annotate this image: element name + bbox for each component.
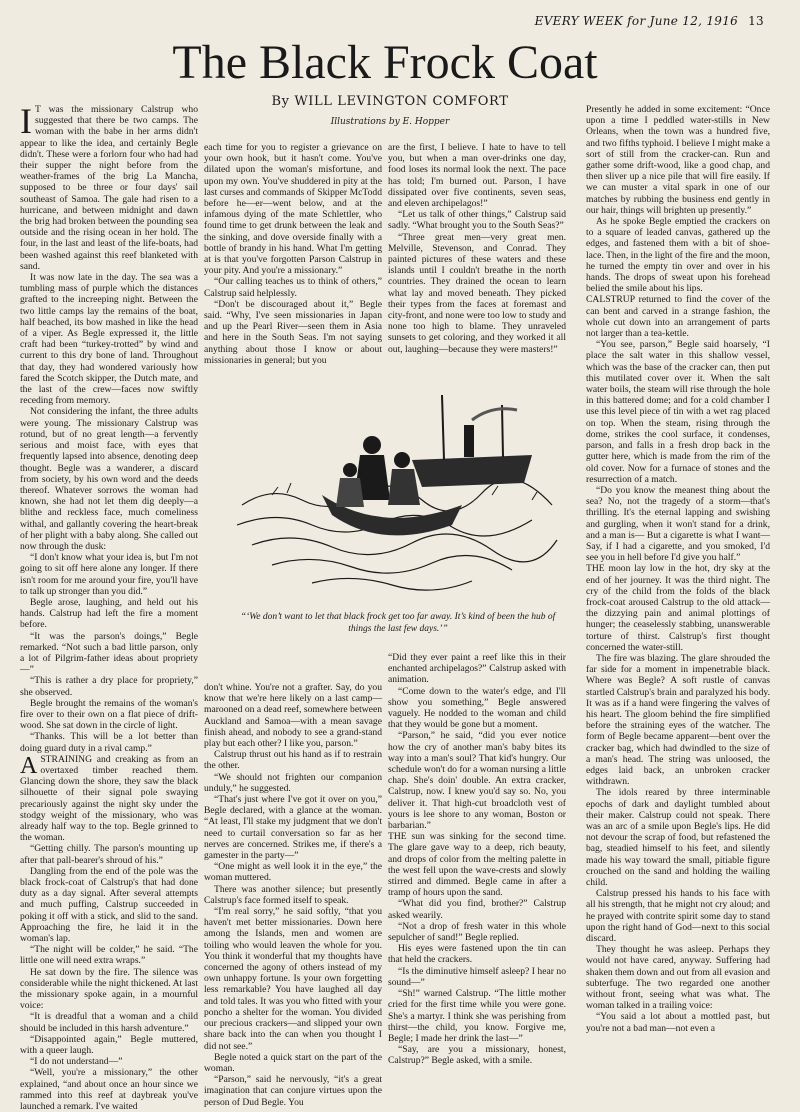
paragraph: The idols reared by three interminable epochs of dark and daylight tumbled about their maker. Calstrup could not speak. There was an arc of a smile upon Begle's lips. He did not devour the scrap of food, but refastened the bag, steadied himself to his feet, and silently made his way toward the small, pitiable figure crouched on the sand and holding the wailing child. — [586, 787, 770, 889]
paragraph: don't whine. You're not a grafter. Say, do you know that we're here likely on a last camp—marooned on a dead reef, somewhere between Auckland and Samoa—with a mean savage finish ahead, and nobody to see a grand-stand play but each other? I like you, parson.” — [204, 682, 382, 750]
paragraph: “I'm real sorry,” he said softly, “that you haven't met better missionaries. Down here among the Islands, men and women are toiling who would leaven the whole for you. You think it wonderful that my thoughts have concerned the agony of others instead of my own unhappy fortune. Is your own forgetting less remarkable? You have laughed all day and told tales. It was you who fitted with your poncho a shelter for the woman. You divided our precious crackers—and slipped your own share back into the can when you thought I did not see.” — [204, 906, 382, 1052]
paragraph: THE moon lay low in the hot, dry sky at the end of her journey. It was the third night. The cry of the child from the folds of the black frock-coat aroused Calstrup to the old attack—the dizzying pain and animal plottings of hunger; the ceaselessly stabbing, unanswerable torture of thirst. Calstrup's first thought concerned the water-still. — [586, 563, 770, 653]
paragraph: Not considering the infant, the three adults were young. The missionary Calstrup was rotund, but of no great length—a fervently serious and moist face, with eyes that frequently lapsed into absence, denoting deep thought. Begle was a wanderer, a discard from society, by his own word and the deeds thereof. Whatever sorrows the woman had known, she had not let them dig deeply—a blithe and reckless face, much comeliness withal, and gallantly covering the heart-break of her plight with a baby along. She called out now through the dusk: — [20, 406, 198, 552]
column-3-top — [388, 142, 566, 355]
paragraph: Begle arose, laughing, and held out his hands. Calstrup had left the fire a moment before. — [20, 596, 198, 631]
paragraph: “Not a drop of fresh water in this whole sepulcher of sand!” Begle replied. — [388, 920, 566, 944]
paragraph: “Is the diminutive himself asleep? I hear no sound—” — [388, 965, 566, 988]
paragraph: I T was the missionary Calstrup who suggested that there be two camps. The woman with the babe in her arms didn't appear to like the idea, and certainly Begle didn't. These were a forlorn four who had had their supper the night before from the weather-frames of the brig La Mancha, supposed to be three or four days' sail southeast of Samoa. The gale had risen to a hurricane, and between midnight and dawn the brig had broken between the pounding sea outside and the rising ocean in her hold. The four, in the last and least of the life-boats, had been washed against this reef blanketed with sand. — [20, 101, 198, 272]
paragraph: “Did they ever paint a reef like this in their enchanted archipelagos?” Calstrup asked with animation. — [388, 652, 566, 686]
paragraph: “Parson,” said he nervously, “it's a great imagination that can conjure virtues upon the person of Dud Begle. You — [204, 1074, 382, 1108]
paragraph: THE sun was sinking for the second time. The glare gave way to a deep, rich beauty, and drops of color from the melting palette in the west fell upon the wave-crests and slowly stirred and dimmed. Begle came in after a tramp of hours upon the sand. — [388, 831, 566, 899]
paragraph: His eyes were fastened upon the tin can that held the crackers. — [388, 943, 566, 966]
paragraph: “Parson,” he said, “did you ever notice how the cry of another man's baby bites its way into a man's soul? That kid's hungry. Our schedule won't do for a woman nursing a little chap. She's doin' double. An extra cracker, Calstrup, now. I knew you'd say so. No, you deliver it. That high-cut broadcloth vest of yours is lee shore to any woman, Boston or barbarian.” — [388, 730, 566, 832]
paragraph: “We should not frighten our companion unduly,” he suggested. — [204, 771, 382, 794]
paragraph: “Don't be discouraged about it,” Begle said. “Why, I've seen missionaries in Japan and up the Pearl River—seen them in Asia and here in the South Seas. I'm not saying anything about those I know or about missionaries in general; but you — [204, 298, 382, 366]
paragraph: As he spoke Begle emptied the crackers on to a square of leaded canvas, gathered up the edges, and fastened them with a bit of shoe-lace. Then, in the light of the fire and the moon, he turned the empty tin over and over in his hands. The drops of sweat upon his forehead belied the smile about his lips. — [586, 216, 770, 295]
column-4 — [586, 104, 770, 1099]
paragraph: “You see, parson,” Begle said hoarsely, “I place the salt water in this shallow vessel, which was the base of the cracker can, then put this mutilated cover over it. When the salt water boils, the steam will rise through the hole in this battered dome; and for a cold chamber I use this level piece of tin with a wet rag placed on top. When the steam, rising through the dome, strikes the cool surface, it condenses, parson, and falls in a fresh drop back in the gutter here, which is made from the rim of the old cover. Now for a furnace of stones and the resurrection of a match. — [586, 339, 770, 485]
paragraph: “Say, are you a missionary, honest, Calstrup?” Begle asked, with a smile. — [388, 1044, 566, 1067]
paragraph: “Well, you're a missionary,” the other explained, “and about once an hour since we rammed into this reef at daybreak you've launched a remark. I've waited — [20, 1067, 198, 1112]
byline: By WILL LEVINGTON COMFORT — [271, 94, 509, 109]
paragraph: “Thanks. This will be a lot better than doing guard duty in a rival camp.” — [20, 731, 198, 754]
page-number: 13 — [748, 14, 764, 28]
paragraph: There was another silence; but presently Calstrup's face formed itself to speak. — [204, 883, 382, 906]
paragraph: “It is dreadful that a woman and a child should be included in this harsh adventure.” — [20, 1011, 198, 1034]
publication-line: EVERY WEEK for June 12, 1916 — [534, 14, 739, 28]
illustrations-credit: Illustrations by E. Hopper — [330, 117, 450, 127]
paragraph: “Sh!” warned Calstrup. “The little mother cried for the first time while you were gone. She's a martyr. I think she was perishing from thirst—the child, you know. Forgive me, Begle; I made her drink the last—” — [388, 988, 566, 1044]
paragraph: Dangling from the end of the pole was the black frock-coat of Calstrup's that had done duty as a day signal. After several attempts and much puffing, Calstrup succeeded in poking it off with a stick, and slid to the sand. Approaching the fire, he laid it in the woman's lap. — [20, 865, 198, 945]
paragraph: The fire was blazing. The glare shrouded the far side for a moment in impenetrable black. Where was Begle? A soft rustle of canvas startled Calstrup's brain and paralyzed his body. It was as if a hand were fingering the valves of his heart. The gloom behind the fire simplified before the straining eyes of the watcher. The form of Begle became apparent—bent over the cracker bag, which had dwindled to the size of a man's head. The string was unloosed, the edges laid back, an unbroken cracker withdrawn. — [586, 652, 770, 788]
paragraph: ASTRAINING and creaking as from an overtaxed timber reached them. Glancing down the shore, they saw the black silhouette of their signal pole swaying precariously against the night sky under the stodgy weight of the missionary, who was already half way to the top. Begle grinned to the woman. — [20, 752, 198, 844]
paragraph: Begle noted a quick start on the part of the woman. — [204, 1051, 382, 1074]
shipwreck-illustration — [232, 365, 562, 605]
steamship — [412, 395, 532, 487]
paragraph: “Three great men—very great men. Melville, Stevenson, and Conrad. They painted pictures of these waters and these islands until I couldn't breathe in the north countries. They drained the ocean to learn what lay and moved beneath. They picked their types from the faces at foremast and city-front, and none were too low to study and none too high to blame. They unraveled sunsets to get coloring, and they worked it all out, laughing—because they were masters!” — [388, 231, 566, 355]
paragraph: are the first, I believe. I hate to have to tell you, but when a man over-drinks one day, food loses its normal look the next. The pace has told; I'm burned out. Parson, I have dissipated over five continents, seven seas, and eleven archipelagos!” — [388, 142, 566, 210]
column-2-bottom — [204, 682, 382, 1108]
running-head — [535, 14, 764, 28]
column-1 — [20, 101, 198, 1112]
paragraph: “What did you find, brother?” Calstrup asked wearily. — [388, 898, 566, 921]
paragraph: “You said a lot about a mottled past, but you're not a bad man—not even a — [586, 1011, 770, 1034]
paragraph: “That's just where I've got it over on you,” Begle declared, with a glance at the woman. “At least, I'll stake my judgment that we don't need to curtail conversation so far as her nerves are concerned. Strikes me, if there's a gamester in the party—” — [204, 794, 382, 862]
paragraph: Begle brought the remains of the woman's fire over to their own on a flat piece of drift-wood. She sat down in the circle of light. — [20, 697, 198, 732]
drop-cap: I — [20, 101, 32, 141]
drop-cap: A — [20, 752, 38, 779]
column-3-bottom — [388, 652, 566, 1102]
paragraph: “Let us talk of other things,” Calstrup said sadly. “What brought you to the South Seas?” — [388, 209, 566, 232]
paragraph: “Our calling teaches us to think of others,” Calstrup said helplessly. — [204, 276, 382, 299]
paragraph: He sat down by the fire. The silence was considerable while the night thickened. At last the missionary spoke again, in a mournful voice: — [20, 966, 198, 1012]
paragraph: “Do you know the meanest thing about the sea? No, not the tragedy of a storm—that's thrilling. It's the eternal lapping and swishing and gurgling, when it won't stand for a drink, and a man is— But a cigarette is what I want— Say, if I had a cigarette, and you smoked, I'd see you in hell before I'd give you half.” — [586, 484, 770, 564]
paragraph: “I do not understand—” — [30, 1056, 123, 1068]
paragraph: “This is rather a dry place for propriety,” she observed. — [20, 675, 198, 698]
paragraph: “One might as well look it in the eye,” the woman muttered. — [204, 861, 382, 884]
paragraph: Calstrup pressed his hands to his face with all his strength, that he might not cry aloud; and he prayed with contrite spirit some day to stand upon the right hand of God—next to this social discard. — [586, 888, 770, 945]
column-2-top — [204, 142, 382, 366]
illustration-caption: “‘We don’t want to let that black frock get too far away. It’s kind of been the hub of things the last few days.’” — [240, 612, 556, 634]
paragraph: “Getting chilly. The parson's mounting up after that pall-bearer's shroud of his.” — [20, 843, 198, 866]
paragraph: “Disappointed again,” Begle muttered, with a queer laugh. — [20, 1033, 198, 1057]
article-title: The Black Frock Coat — [172, 36, 598, 89]
paragraph: “Come down to the water's edge, and I'll show you something,” Begle answered vaguely. He nodded to the woman and child that they would be gone but a moment. — [388, 685, 566, 731]
paragraph: “I don't know what your idea is, but I'm not going to sit off here alone any longer. If there isn't room for me around your fire, you'll have to talk up stronger than you did.” — [20, 552, 198, 597]
paragraph: It was now late in the day. The sea was a tumbling mass of purple which the distances grafted to the increeping night. Between the two little camps lay the remains of the boat, half beached, its bow mashed in like the head of a viper. As Begle expressed it, the little craft had been “turkey-trotted” by wind and current to this dry bone of land. Throughout that day, they had wondered variously how fared the Scotch skipper, the Dutch mate, and the last of the crew—faces now swiftly receding from memory. — [20, 272, 198, 407]
paragraph: “It was the parson's doings,” Begle remarked. “Not such a bad little parson, only a lot of Pilgrim-father ideas about propriety—” — [20, 630, 198, 676]
paragraph: Calstrup thrust out his hand as if to restrain the other. — [204, 749, 382, 772]
paragraph: each time for you to register a grievance on your own hook, but it hasn't come. You've dilated upon the woman's misfortune, and upon my own. You've shuddered in pity at the last curses and commands of Skipper McTodd before he—er—went below, and at the infamous dying of the mate Schlettler, who found time to get drunk between the leak and the sinking, and dove overside finally with a bottle of brandy in his hand. What I'm getting at is that you've forgotten Parson Calstrup in your pity. And you're a missionary.” — [204, 142, 382, 277]
paragraph: They thought he was asleep. Perhaps they would not have cared, anyway. Suffering had shaken them down and out from all evasion and subterfuge. The two regarded one another without front, seeing what was what. The woman talked in a trailing voice: — [586, 944, 770, 1012]
paragraph: CALSTRUP returned to find the cover of the can bent and carved in a strange fashion, the whole cut down into an arrangement of parts not larger than a tea-kettle. — [586, 294, 770, 340]
paragraph: Presently he added in some excitement: “Once upon a time I peddled water-stills in New Orleans, when the town was a hundred five, and two fifths typhoid. I believe I might make a sort of still from the cracker-can. Run and gather some drift-wood, like a good chap, and then sliver up a nice pile that will fire easily. If we can muster a vital spark in one of our matches by rubbing the business end gently in our hair, things will brighten up presently.” — [586, 104, 770, 216]
paragraph: “The night will be colder,” he said. “The little one will need extra wraps.” — [20, 944, 198, 967]
